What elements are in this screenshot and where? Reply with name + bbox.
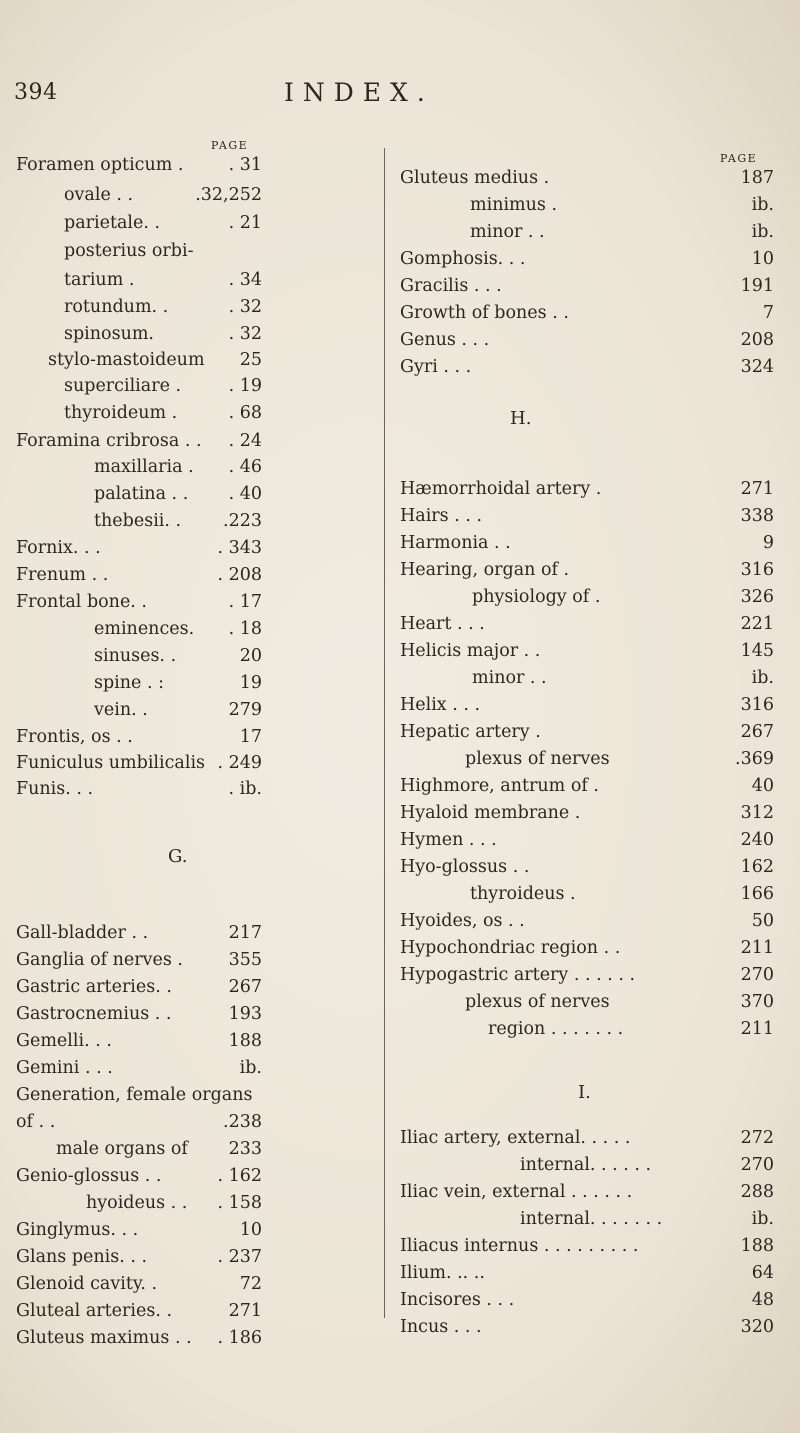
index-entry-term: Ganglia of nerves . bbox=[16, 950, 183, 970]
index-entry-page: 50 bbox=[751, 911, 774, 931]
index-entry-term: Ilium. .. .. bbox=[400, 1263, 485, 1283]
index-entry-term: Foramen opticum . bbox=[16, 155, 184, 175]
index-entry-page: 271 bbox=[228, 1301, 262, 1321]
page-column-label: PAGE bbox=[211, 139, 249, 152]
index-entry-page: ib. bbox=[751, 195, 774, 215]
index-entry-term: rotundum. . bbox=[64, 297, 169, 317]
index-entry-term: Hypogastric artery . . . . . . bbox=[400, 965, 636, 985]
index-entry-page: . 17 bbox=[228, 592, 262, 612]
index-entry-term: Heart . . . bbox=[400, 614, 485, 634]
index-entry-term: Iliacus internus . . . . . . . . . bbox=[400, 1236, 639, 1256]
index-entry-term: Gastrocnemius . . bbox=[16, 1004, 172, 1024]
index-entry-term: sinuses. . bbox=[94, 646, 177, 666]
index-entry-term: minimus . bbox=[470, 195, 558, 215]
index-entry-term: Iliac vein, external . . . . . . bbox=[400, 1182, 633, 1202]
index-entry-page: 40 bbox=[751, 776, 774, 796]
index-entry-term: Gracilis . . . bbox=[400, 276, 502, 296]
index-entry-term: Gemini . . . bbox=[16, 1058, 113, 1078]
index-entry-page: 10 bbox=[751, 249, 774, 269]
index-entry-page: 370 bbox=[740, 992, 774, 1012]
index-entry-page: . 158 bbox=[217, 1193, 262, 1213]
index-entry-page: 233 bbox=[228, 1139, 262, 1159]
index-entry-term: Hearing, organ of . bbox=[400, 560, 570, 580]
section-letter: G. bbox=[168, 846, 188, 867]
index-entry-term: Gall-bladder . . bbox=[16, 923, 149, 943]
index-entry-term: thebesii. . bbox=[94, 511, 182, 531]
index-entry-term: Frontal bone. . bbox=[16, 592, 147, 612]
index-entry-term: Hairs . . . bbox=[400, 506, 483, 526]
index-entry-term: minor . . bbox=[472, 668, 547, 688]
index-entry-page: .223 bbox=[223, 511, 262, 531]
index-entry-page: 312 bbox=[740, 803, 774, 823]
index-entry-page: 162 bbox=[740, 857, 774, 877]
index-entry-term: Hæmorrhoidal artery . bbox=[400, 479, 602, 499]
index-entry-term: spinosum. bbox=[64, 324, 154, 344]
index-entry-page: 221 bbox=[740, 614, 774, 634]
index-entry-term: plexus of nerves bbox=[465, 992, 610, 1012]
index-entry-page: 324 bbox=[740, 357, 774, 377]
index-entry-page: 64 bbox=[751, 1263, 774, 1283]
index-entry-term: Hymen . . . bbox=[400, 830, 497, 850]
index-entry-term: Gyri . . . bbox=[400, 357, 472, 377]
index-entry-page: 188 bbox=[228, 1031, 262, 1051]
index-entry-term: Funiculus umbilicalis bbox=[16, 753, 206, 773]
index-entry-page: . 343 bbox=[217, 538, 262, 558]
index-entry-page: 48 bbox=[751, 1290, 774, 1310]
index-entry-page: 187 bbox=[740, 168, 774, 188]
index-entry-page: 9 bbox=[762, 533, 774, 553]
index-entry-term: Frenum . . bbox=[16, 565, 109, 585]
index-entry-page: 272 bbox=[740, 1128, 774, 1148]
index-entry-term: posterius orbi- bbox=[64, 241, 194, 261]
index-entry-term: region . . . . . . . bbox=[488, 1019, 624, 1039]
index-entry-term: Genio-glossus . . bbox=[16, 1166, 162, 1186]
index-entry-term: superciliare . bbox=[64, 376, 182, 396]
index-entry-page: . 32 bbox=[228, 324, 262, 344]
index-entry-term: stylo-mastoideum bbox=[48, 350, 205, 370]
index-entry-term: internal. . . . . . . bbox=[520, 1209, 663, 1229]
index-entry-page: 320 bbox=[740, 1317, 774, 1337]
index-entry-term: Helicis major . . bbox=[400, 641, 541, 661]
index-entry-page: . 40 bbox=[228, 484, 262, 504]
index-entry-term: Frontis, os . . bbox=[16, 727, 133, 747]
index-entry-term: Hypochondriac region . . bbox=[400, 938, 621, 958]
index-entry-page: . 237 bbox=[217, 1247, 262, 1267]
index-entry-page: ib. bbox=[751, 668, 774, 688]
index-entry-term: Gluteus maximus . . bbox=[16, 1328, 192, 1348]
index-entry-term: maxillaria . bbox=[94, 457, 194, 477]
index-entry-term: Funis. . . bbox=[16, 779, 94, 799]
index-entry-term: Ginglymus. . . bbox=[16, 1220, 139, 1240]
index-entry-term: minor . . bbox=[470, 222, 545, 242]
index-entry-term: eminences. bbox=[94, 619, 195, 639]
index-entry-term: Iliac artery, external. . . . . bbox=[400, 1128, 631, 1148]
index-entry-term: plexus of nerves bbox=[465, 749, 610, 769]
index-entry-page: 20 bbox=[239, 646, 262, 666]
index-entry-page: . 32 bbox=[228, 297, 262, 317]
index-entry-page: 7 bbox=[762, 303, 774, 323]
index-entry-page: . 34 bbox=[228, 270, 262, 290]
index-entry-term: male organs of bbox=[56, 1139, 188, 1159]
index-entry-page: ib. bbox=[239, 1058, 262, 1078]
index-entry-page: . ib. bbox=[228, 779, 262, 799]
index-entry-term: parietale. . bbox=[64, 213, 161, 233]
index-entry-term: internal. . . . . . bbox=[520, 1155, 652, 1175]
index-entry-term: Gluteal arteries. . bbox=[16, 1301, 173, 1321]
index-entry-page: 72 bbox=[239, 1274, 262, 1294]
index-entry-page: 166 bbox=[740, 884, 774, 904]
index-entry-term: Glans penis. . . bbox=[16, 1247, 148, 1267]
index-entry-term: physiology of . bbox=[472, 587, 601, 607]
index-entry-page: 217 bbox=[228, 923, 262, 943]
index-entry-term: Hyo-glossus . . bbox=[400, 857, 530, 877]
index-entry-page: .369 bbox=[735, 749, 774, 769]
index-entry-page: 191 bbox=[740, 276, 774, 296]
index-entry-term: thyroideum . bbox=[64, 403, 178, 423]
index-entry-term: Hepatic artery . bbox=[400, 722, 541, 742]
index-entry-page: . 249 bbox=[217, 753, 262, 773]
index-entry-page: 326 bbox=[740, 587, 774, 607]
index-entry-page: 279 bbox=[228, 700, 262, 720]
index-entry-page: 270 bbox=[740, 1155, 774, 1175]
index-entry-page: 208 bbox=[740, 330, 774, 350]
index-entry-page: 267 bbox=[740, 722, 774, 742]
page-heading: INDEX. bbox=[284, 78, 434, 107]
index-entry-term: Growth of bones . . bbox=[400, 303, 569, 323]
index-entry-page: . 31 bbox=[228, 155, 262, 175]
index-entry-term: Hyaloid membrane . bbox=[400, 803, 581, 823]
index-entry-page: 270 bbox=[740, 965, 774, 985]
index-entry-page: 271 bbox=[740, 479, 774, 499]
index-entry-page: 316 bbox=[740, 695, 774, 715]
index-entry-page: . 186 bbox=[217, 1328, 262, 1348]
index-entry-page: 188 bbox=[740, 1236, 774, 1256]
index-entry-page: 25 bbox=[239, 350, 262, 370]
index-entry-page: . 18 bbox=[228, 619, 262, 639]
index-entry-page: 211 bbox=[740, 1019, 774, 1039]
index-entry-term: spine . : bbox=[94, 673, 164, 693]
index-entry-page: . 21 bbox=[228, 213, 262, 233]
index-entry-term: Gluteus medius . bbox=[400, 168, 550, 188]
index-entry-term: Highmore, antrum of . bbox=[400, 776, 599, 796]
index-entry-term: Harmonia . . bbox=[400, 533, 511, 553]
index-entry-term: Glenoid cavity. . bbox=[16, 1274, 158, 1294]
index-entry-term: hyoideus . . bbox=[86, 1193, 188, 1213]
index-entry-page: 240 bbox=[740, 830, 774, 850]
index-entry-page: . 162 bbox=[217, 1166, 262, 1186]
section-letter: I. bbox=[578, 1082, 591, 1103]
index-entry-term: Gomphosis. . . bbox=[400, 249, 526, 269]
index-entry-page: 19 bbox=[239, 673, 262, 693]
index-entry-page: 17 bbox=[239, 727, 262, 747]
index-entry-term: Gastric arteries. . bbox=[16, 977, 172, 997]
index-entry-page: . 46 bbox=[228, 457, 262, 477]
index-entry-page: .32,252 bbox=[195, 185, 262, 205]
index-entry-term: palatina . . bbox=[94, 484, 189, 504]
index-entry-page: 316 bbox=[740, 560, 774, 580]
index-entry-page: 211 bbox=[740, 938, 774, 958]
index-entry-page: . 24 bbox=[228, 431, 262, 451]
index-entry-term: vein. . bbox=[94, 700, 148, 720]
index-entry-page: 10 bbox=[239, 1220, 262, 1240]
index-entry-page: 355 bbox=[228, 950, 262, 970]
index-entry-term: ovale . . bbox=[64, 185, 134, 205]
index-entry-page: . 68 bbox=[228, 403, 262, 423]
index-entry-term: thyroideus . bbox=[470, 884, 576, 904]
index-entry-term: Gemelli. . . bbox=[16, 1031, 112, 1051]
index-entry-page: . 19 bbox=[228, 376, 262, 396]
index-entry-page: .238 bbox=[223, 1112, 262, 1132]
index-entry-page: 288 bbox=[740, 1182, 774, 1202]
index-entry-term: Helix . . . bbox=[400, 695, 481, 715]
index-entry-term: tarium . bbox=[64, 270, 135, 290]
index-entry-term: Hyoides, os . . bbox=[400, 911, 525, 931]
index-entry-term: Incus . . . bbox=[400, 1317, 482, 1337]
index-entry-page: ib. bbox=[751, 222, 774, 242]
index-entry-term: Generation, female organs bbox=[16, 1085, 253, 1105]
index-entry-page: 338 bbox=[740, 506, 774, 526]
index-entry-page: 193 bbox=[228, 1004, 262, 1024]
page-number: 394 bbox=[14, 80, 58, 105]
index-entry-page: 267 bbox=[228, 977, 262, 997]
section-letter: H. bbox=[510, 408, 532, 429]
index-entry-term: Foramina cribrosa . . bbox=[16, 431, 202, 451]
index-entry-term: Genus . . . bbox=[400, 330, 490, 350]
index-entry-term: of . . bbox=[16, 1112, 56, 1132]
index-entry-page: 145 bbox=[740, 641, 774, 661]
column-divider bbox=[384, 148, 385, 1318]
page-column-label: PAGE bbox=[720, 152, 758, 165]
index-entry-term: Incisores . . . bbox=[400, 1290, 515, 1310]
index-entry-term: Fornix. . . bbox=[16, 538, 101, 558]
index-entry-page: ib. bbox=[751, 1209, 774, 1229]
index-entry-page: . 208 bbox=[217, 565, 262, 585]
